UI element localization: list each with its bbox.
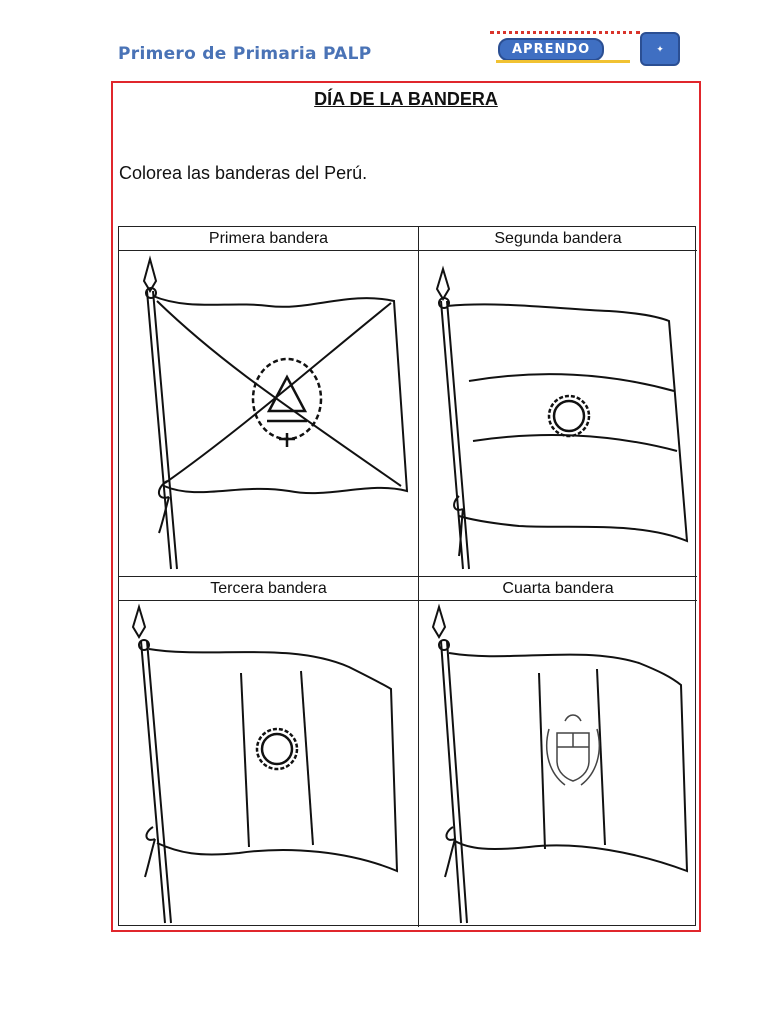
logo-text: APRENDO	[498, 38, 604, 61]
second-flag-drawing	[419, 251, 695, 576]
sun-icon	[549, 396, 589, 436]
flagpole	[441, 641, 467, 923]
worksheet-title: DÍA DE LA BANDERA	[314, 89, 498, 109]
flag-cell-fourth	[419, 577, 697, 927]
stripe-line	[539, 673, 545, 849]
flag-label: Tercera bandera	[119, 577, 418, 601]
worksheet-instruction: Colorea las banderas del Perú.	[119, 163, 368, 183]
ministry-badge-icon: ✦	[640, 32, 680, 66]
flag-label: Primera bandera	[119, 227, 418, 251]
first-flag-drawing	[119, 251, 417, 576]
aprendo-logo	[486, 28, 698, 66]
flagpole	[441, 301, 469, 569]
logo-dots	[490, 31, 640, 37]
coat-of-arms-icon	[547, 715, 600, 785]
flag-cell-second	[419, 227, 697, 577]
stripe-line	[241, 673, 249, 847]
fourth-flag-drawing	[419, 601, 695, 926]
flag-outline	[449, 653, 687, 871]
third-flag-drawing	[119, 601, 417, 926]
flag-outline	[149, 649, 397, 871]
stripe-line	[473, 435, 677, 451]
pole-tip-icon	[133, 607, 145, 637]
worksheet-frame	[111, 81, 701, 932]
pole-tip-icon	[433, 607, 445, 637]
cord	[145, 827, 155, 877]
coat-of-arms-wreath-icon	[253, 359, 321, 447]
flags-grid	[118, 226, 696, 926]
flag-label: Segunda bandera	[419, 227, 697, 251]
pole-tip-icon	[437, 269, 449, 299]
stripe-line	[301, 671, 313, 845]
flagpole	[147, 291, 177, 569]
header-title: Primero de Primaria PALP	[118, 44, 372, 64]
flag-cell-third	[119, 577, 419, 927]
flag-outline	[447, 304, 687, 541]
logo-underline	[496, 60, 630, 63]
flagpole	[141, 641, 171, 923]
cord	[445, 827, 455, 877]
flag-cell-first	[119, 227, 419, 577]
stripe-line	[469, 374, 674, 391]
sun-icon	[257, 729, 297, 769]
flag-label: Cuarta bandera	[419, 577, 697, 601]
pole-tip-icon	[144, 259, 156, 291]
